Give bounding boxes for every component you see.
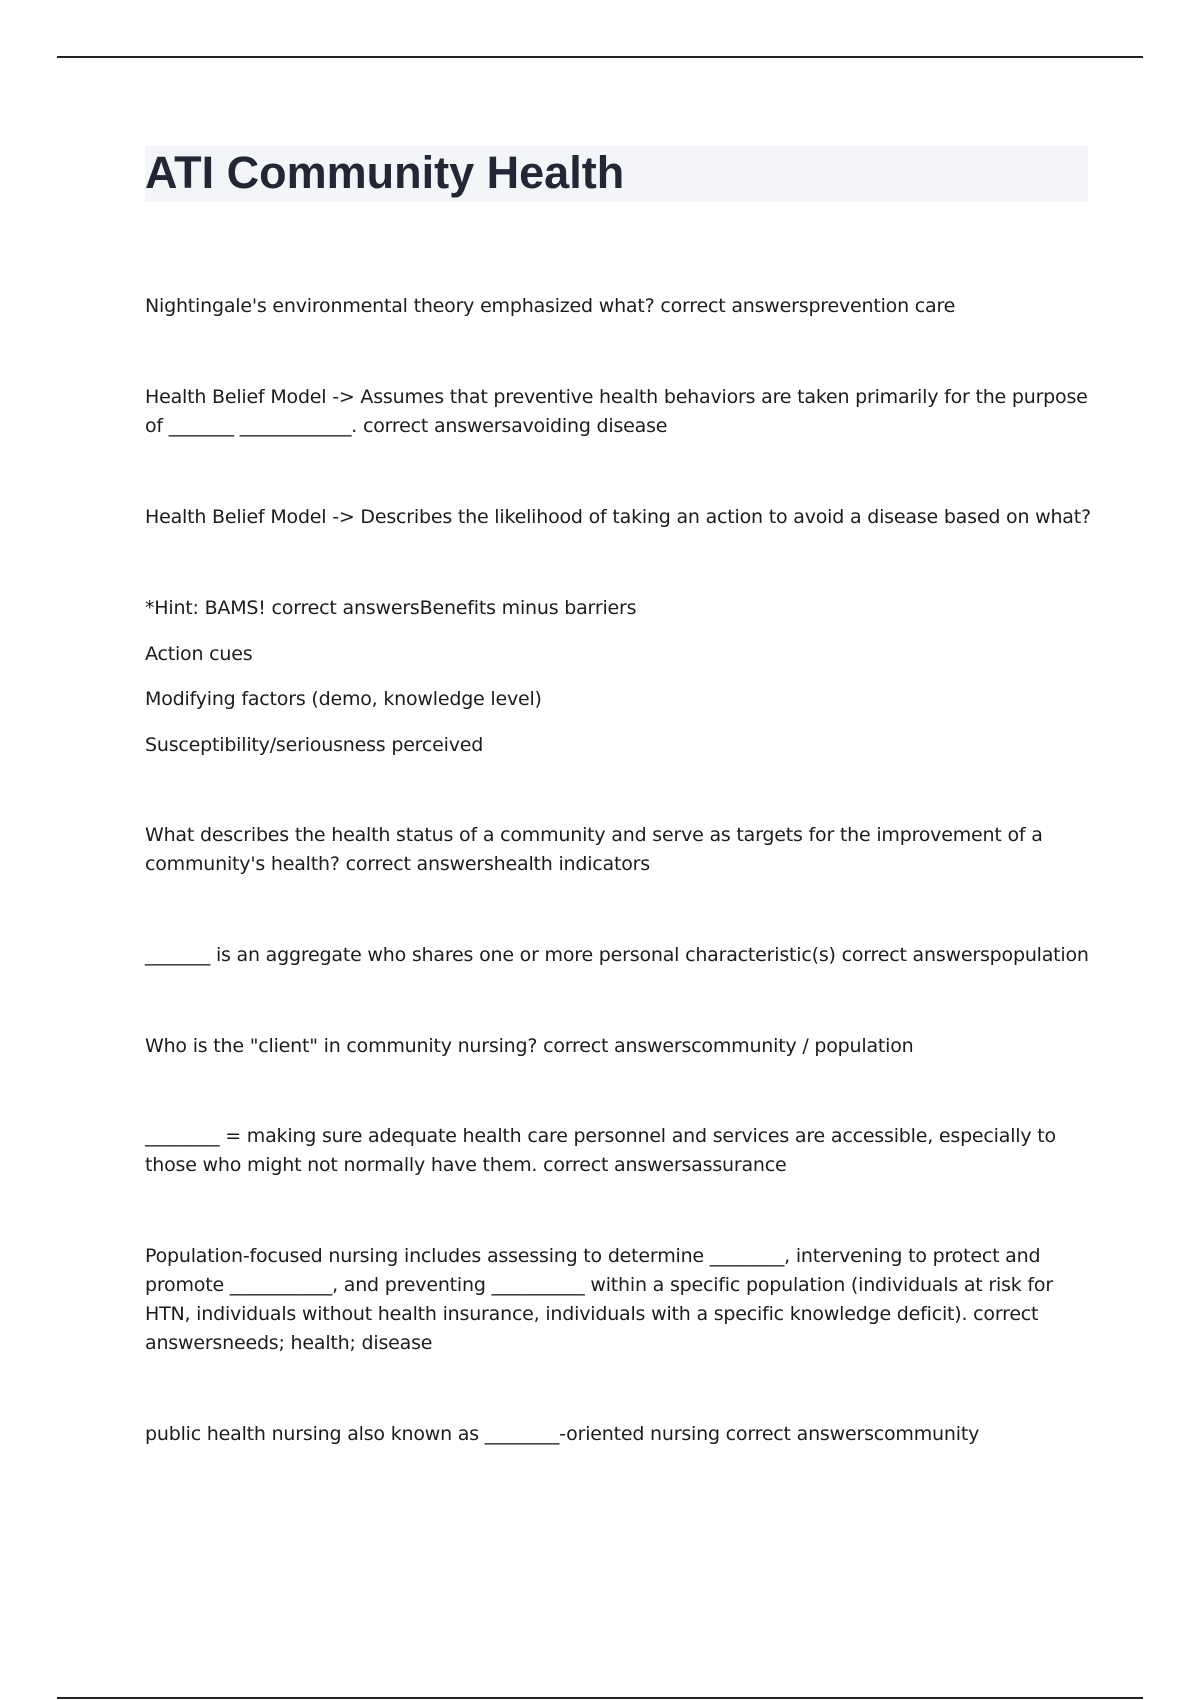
qa-item-hint-bams: *Hint: BAMS! correct answersBenefits minus barriers: [145, 597, 637, 619]
qa-item-health-indicators: What describes the health status of a community and serve as targets for the improvement of a community's health? correct answershealth indicators: [145, 824, 1043, 875]
qa-item-susceptibility: Susceptibility/seriousness perceived: [145, 734, 484, 756]
qa-item-public-health: public health nursing also known as ________-oriented nursing correct answerscommunity: [145, 1423, 980, 1445]
document-title: ATI Community Health: [145, 147, 625, 198]
qa-item-population-focused: Population-focused nursing includes assessing to determine ________, intervening to protect and promote ___________, and preventing __________ within a specific population (individuals at risk for HTN, individuals without health insurance, individuals with a specific knowledge deficit). correct answersneeds; health; disease: [145, 1245, 1053, 1354]
qa-item-health-belief-likelihood: Health Belief Model -> Describes the likelihood of taking an action to avoid a disease based on what?: [145, 506, 1091, 528]
bottom-rule: [57, 1697, 1143, 1699]
qa-item-modifying-factors: Modifying factors (demo, knowledge level): [145, 688, 542, 710]
qa-item-assurance: ________ = making sure adequate health care personnel and services are accessible, especially to those who might not normally have them. correct answersassurance: [145, 1125, 1056, 1176]
qa-item-client: Who is the "client" in community nursing? correct answerscommunity / population: [145, 1035, 914, 1057]
qa-item-nightingale: Nightingale's environmental theory emphasized what? correct answersprevention care: [145, 295, 956, 317]
qa-item-action-cues: Action cues: [145, 643, 253, 665]
qa-item-population: _______ is an aggregate who shares one or more personal characteristic(s) correct answerspopulation: [145, 944, 1089, 966]
qa-item-health-belief-purpose: Health Belief Model -> Assumes that preventive health behaviors are taken primarily for the purpose of _______ ____________. correct answersavoiding disease: [145, 386, 1088, 437]
top-rule: [57, 56, 1143, 58]
